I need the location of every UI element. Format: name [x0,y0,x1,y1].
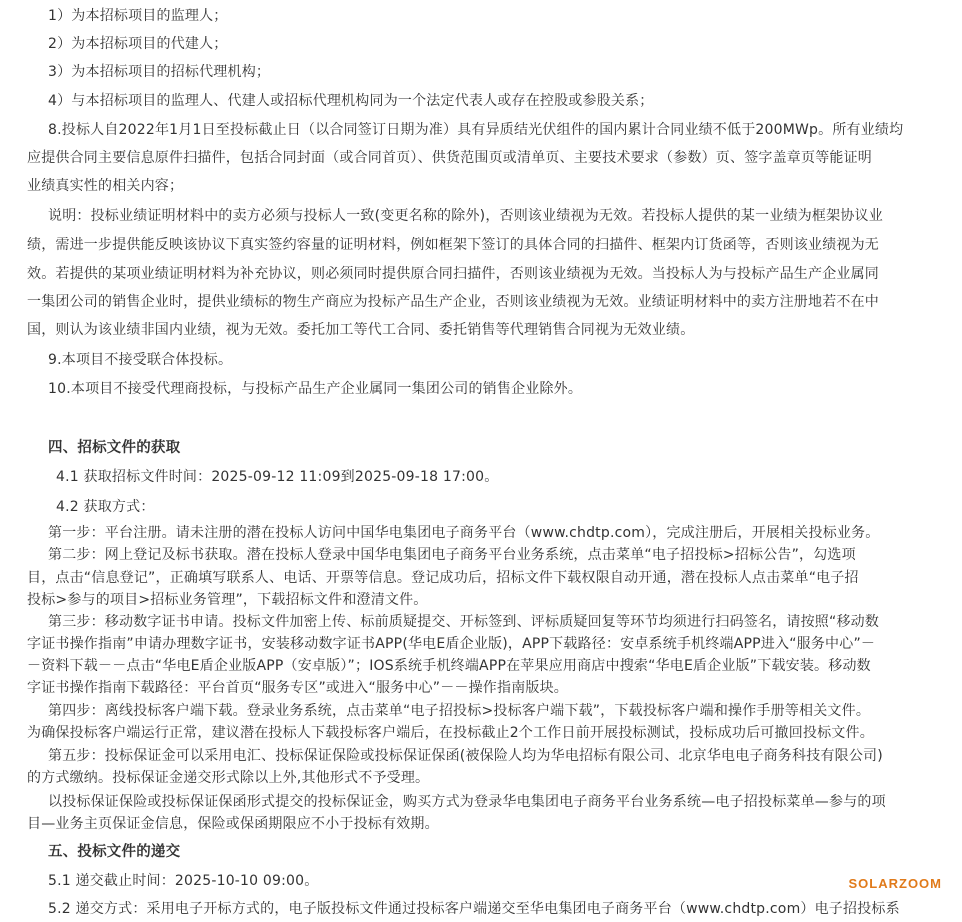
text-line: 8.投标人自2022年1月1日至投标截止日（以合同签订日期为准）具有异质结光伏组件的国内累计合同业绩不低于200MWp。所有业绩均 [48,122,904,138]
solarzoom-watermark: SOLARZOOM [848,876,942,891]
text-line: 目，点击“信息登记”，正确填写联系人、电话、开票等信息。登记成功后，招标文件下载权限自动开通，潜在投标人点击菜单“电子招 [27,570,859,586]
text-line: 2）为本招标项目的代建人； [48,36,228,52]
text-line: 第三步：移动数字证书申请。投标文件加密上传、标前质疑提交、开标签到、评标质疑回复等环节均须进行扫码签名，请按照“移动数 [48,614,880,630]
text-line: 说明：投标业绩证明材料中的卖方必须与投标人一致(变更名称的除外)，否则该业绩视为无效。若投标人提供的某一业绩为框架协议业 [48,208,883,224]
text-line: 5.2 递交方式：采用电子开标方式的，电子版投标文件通过投标客户端递交至华电集团电子商务平台（www.chdtp.com）电子招投标系 [48,901,900,917]
section-heading: 四、招标文件的获取 [48,440,181,456]
section-heading: 五、投标文件的递交 [48,844,181,860]
text-line: －资料下载－－点击“华电E盾企业版APP（安卓版）”；IOS系统手机终端APP在苹果应用商店中搜索“华电E盾企业版”下载安装。移动数 [27,658,871,674]
text-line: 4）与本招标项目的监理人、代建人或招标代理机构同为一个法定代表人或存在控股或参股关系； [48,93,654,109]
text-line: 第五步：投标保证金可以采用电汇、投标保证保险或投标保证保函(被保险人均为华电招标有限公司、北京华电电子商务科技有限公司) [48,748,883,764]
text-line: 字证书操作指南”申请办理数字证书，安装移动数字证书APP(华电E盾企业版)，APP下载路径：安卓系统手机终端APP进入“服务中心”－ [27,636,876,652]
text-line: 投标>参与的项目>招标业务管理”，下载招标文件和澄清文件。 [27,592,428,608]
text-line: 5.1 递交截止时间：2025-10-10 09:00。 [48,873,319,889]
text-line: 目—业务主页保证金信息，保险或保函期限应不小于投标有效期。 [27,816,439,832]
text-line: 4.1 获取招标文件时间：2025-09-12 11:09到2025-09-18 17:00。 [56,469,499,485]
text-line: 业绩真实性的相关内容； [27,178,184,194]
text-line: 4.2 获取方式： [56,499,155,515]
text-line: 1）为本招标项目的监理人； [48,8,228,24]
text-line: 绩，需进一步提供能反映该协议下真实签约容量的证明材料，例如框架下签订的具体合同的扫描件、框架内订货函等，否则该业绩视为无 [27,237,879,253]
text-line: 10.本项目不接受代理商投标，与投标产品生产企业属同一集团公司的销售企业除外。 [48,381,583,397]
text-line: 国，则认为该业绩非国内业绩，视为无效。委托加工等代工合同、委托销售等代理销售合同视为无效业绩。 [27,322,695,338]
text-line: 3）为本招标项目的招标代理机构； [48,64,271,80]
text-line: 第二步：网上登记及标书获取。潜在投标人登录中国华电集团电子商务平台业务系统，点击菜单“电子招投标>招标公告”，勾选项 [48,547,856,563]
text-line: 应提供合同主要信息原件扫描件，包括合同封面（或合同首页）、供货范围页或清单页、主要技术要求（参数）页、签字盖章页等能证明 [27,150,872,166]
text-line: 9.本项目不接受联合体投标。 [48,352,233,368]
text-line: 效。若提供的某项业绩证明材料为补充协议，则必须同时提供原合同扫描件，否则该业绩视为无效。当投标人为与投标产品生产企业属同 [27,266,879,282]
text-line: 的方式缴纳。投标保证金递交形式除以上外,其他形式不予受理。 [27,770,430,786]
text-line: 第四步：离线投标客户端下载。登录业务系统，点击菜单“电子招投标>投标客户端下载”，下载投标客户端和操作手册等相关文件。 [48,703,871,719]
text-line: 字证书操作指南下载路径：平台首页“服务专区”或进入“服务中心”－－操作指南版块。 [27,680,569,696]
text-line: 为确保投标客户端运行正常，建议潜在投标人下载投标客户端后，在投标截止2个工作日前开展投标测试，投标成功后可撤回投标文件。 [27,725,874,741]
text-line: 一集团公司的销售企业时，提供业绩标的物生产商应为投标产品生产企业，否则该业绩视为无效。业绩证明材料中的卖方注册地若不在中 [27,294,879,310]
text-line: 第一步：平台注册。请未注册的潜在投标人访问中国华电集团电子商务平台（www.chdtp.com），完成注册后，开展相关投标业务。 [48,525,880,541]
text-line: 以投标保证保险或投标保证保函形式提交的投标保证金，购买方式为登录华电集团电子商务平台业务系统—电子招投标菜单—参与的项 [48,794,886,810]
